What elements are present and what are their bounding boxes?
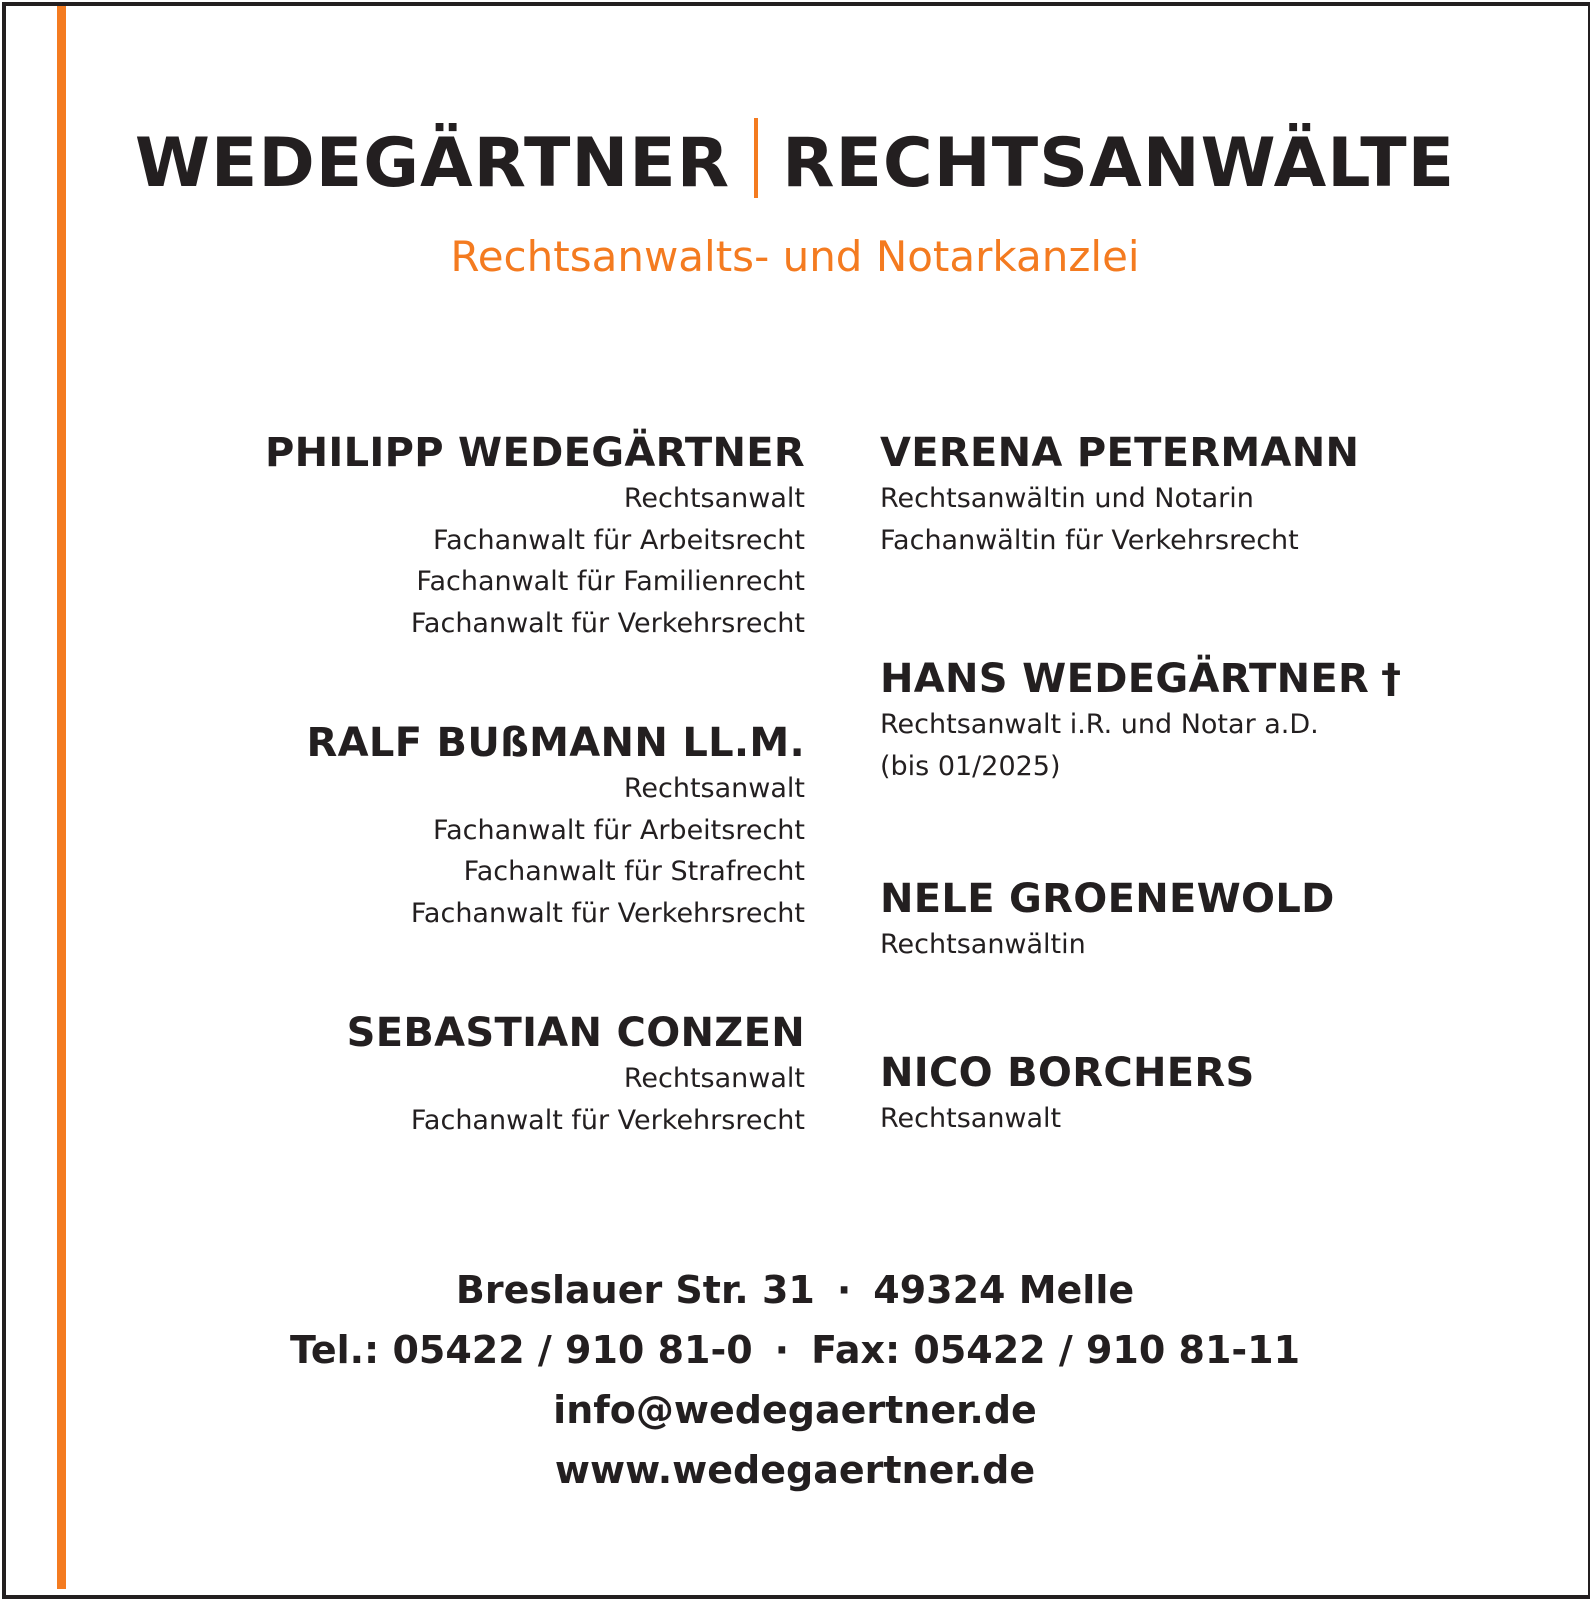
- lawyer-name: PHILIPP WEDEGÄRTNER: [265, 430, 805, 476]
- lawyer-title: Fachanwalt für Verkehrsrecht: [410, 607, 805, 639]
- lawyer-name: SEBASTIAN CONZEN: [346, 1010, 805, 1056]
- lawyer-name: NELE GROENEWOLD: [880, 876, 1335, 922]
- lawyer-name: VERENA PETERMANN: [880, 430, 1360, 476]
- lawyer-title: Rechtsanwalt i.R. und Notar a.D.: [880, 709, 1319, 740]
- lawyer-entry-ralf-bussmann: [240, 718, 805, 934]
- lawyer-entry-verena-petermann: [880, 428, 1530, 561]
- lawyer-entry-nico-borchers: [880, 1048, 1530, 1140]
- lawyer-title: Rechtsanwältin: [880, 929, 1086, 960]
- deceased-cross-icon: †: [1381, 656, 1402, 702]
- lawyer-title: Fachanwalt für Verkehrsrecht: [410, 897, 805, 929]
- lawyer-title: Rechtsanwältin und Notarin: [880, 483, 1254, 514]
- lawyer-title: Rechtsanwalt: [623, 1063, 805, 1094]
- website-url: www.wedegaertner.de: [554, 1448, 1036, 1492]
- email-address: info@wedegaertner.de: [553, 1388, 1037, 1432]
- lawyer-entry-nele-groenewold: [880, 874, 1530, 966]
- lawyer-title: Rechtsanwalt: [623, 773, 805, 804]
- separator-dot: ·: [836, 1268, 852, 1312]
- contact-line: [0, 1320, 1590, 1380]
- phone-number: Tel.: 05422 / 910 81-0: [289, 1328, 753, 1372]
- lawyer-entry-philipp-wedegaertner: [240, 428, 805, 644]
- lawyer-entry-hans-wedegaertner: [880, 654, 1530, 787]
- lawyer-title: Fachanwalt für Arbeitsrecht: [433, 524, 805, 556]
- lawyer-entry-sebastian-conzen: [240, 1008, 805, 1141]
- firm-subtitle: Rechtsanwalts- und Notarkanzlei: [450, 232, 1140, 281]
- street-address: Breslauer Str. 31: [455, 1268, 815, 1312]
- lawyer-title: Fachanwalt für Strafrecht: [463, 856, 805, 887]
- title-separator: [754, 118, 758, 198]
- lawyer-name: RALF BUßMANN LL.M.: [306, 720, 805, 766]
- firm-title: [0, 118, 1590, 209]
- address-line: [0, 1260, 1590, 1320]
- separator-dot: ·: [774, 1328, 790, 1372]
- city-address: 49324 Melle: [873, 1268, 1135, 1312]
- lawyer-title: Fachanwalt für Verkehrsrecht: [410, 1104, 805, 1136]
- firm-type: RECHTSANWÄLTE: [782, 124, 1456, 203]
- firm-name: WEDEGÄRTNER: [134, 124, 731, 203]
- lawyer-title: Rechtsanwalt: [880, 1103, 1062, 1134]
- lawyer-name-row: [880, 654, 1530, 704]
- lawyer-title: Fachanwalt für Arbeitsrecht: [433, 814, 805, 846]
- lawyer-title: Fachanwältin für Verkehrsrecht: [880, 524, 1299, 556]
- lawyer-name: HANS WEDEGÄRTNER: [880, 656, 1370, 702]
- lawyer-name: NICO BORCHERS: [880, 1050, 1255, 1096]
- lawyer-title: Rechtsanwalt: [623, 483, 805, 514]
- fax-number: Fax: 05422 / 910 81-11: [811, 1328, 1301, 1372]
- lawyer-title: (bis 01/2025): [880, 750, 1061, 782]
- lawyer-title: Fachanwalt für Familienrecht: [416, 566, 805, 597]
